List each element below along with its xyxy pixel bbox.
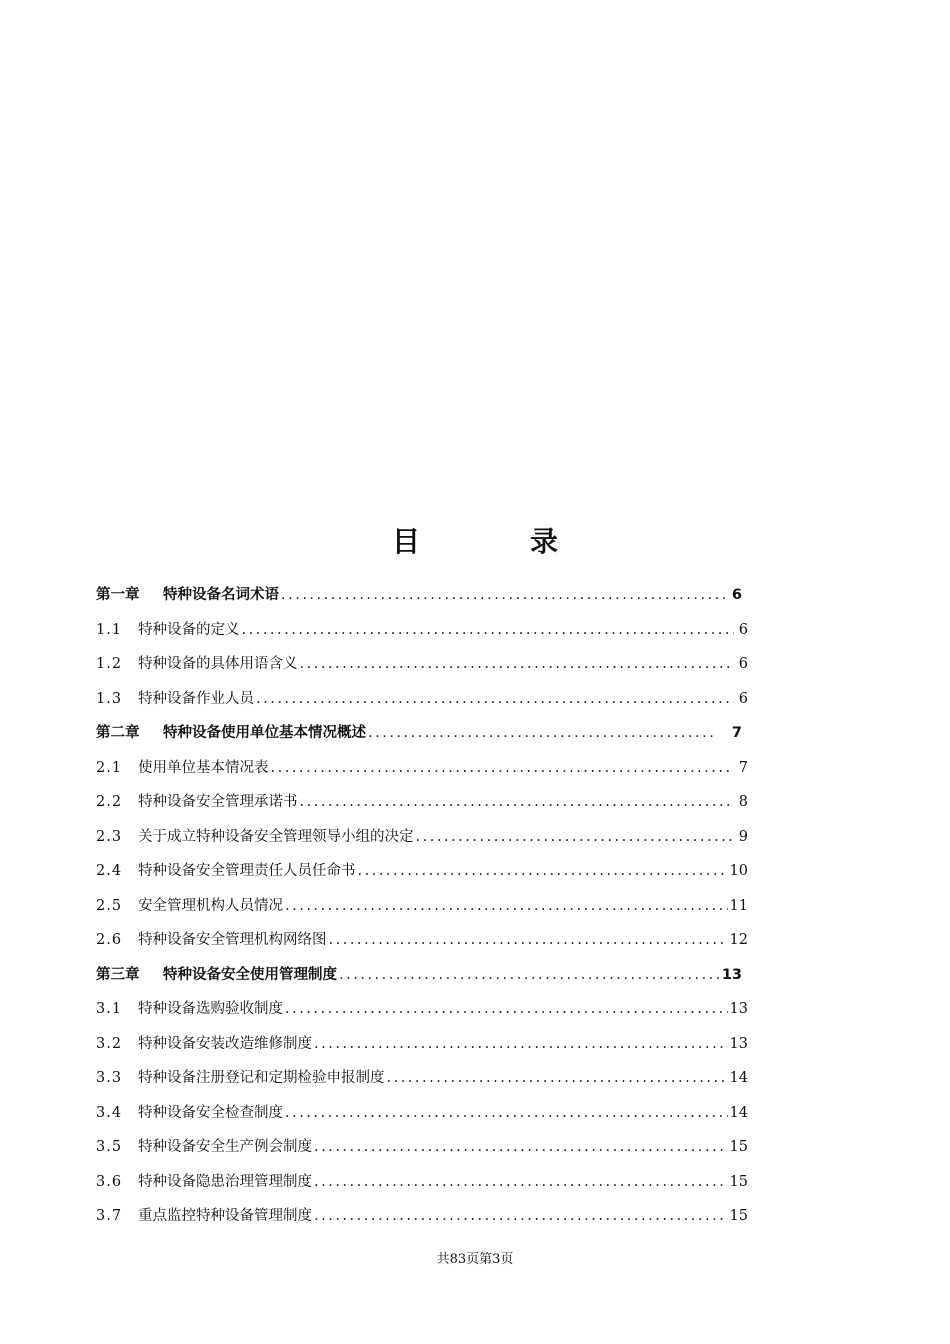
toc-entry-number: 3.4 — [96, 1104, 123, 1121]
toc-dot-leader — [368, 716, 714, 751]
toc-entry-page-number: 9 — [738, 828, 748, 845]
toc-dot-leader — [285, 1096, 728, 1131]
toc-entry-number: 1.1 — [96, 621, 123, 638]
toc-dot-leader — [314, 1165, 728, 1200]
toc-entry-page-number: 13 — [729, 1001, 748, 1017]
toc-section-entry[interactable] — [96, 1165, 748, 1200]
toc-entry-page-number: 13 — [729, 1035, 748, 1052]
toc-dot-leader — [358, 854, 728, 889]
toc-entry-page-number: 10 — [729, 863, 748, 879]
toc-dot-leader — [281, 578, 728, 613]
toc-entry-label: 特种设备注册登记和定期检验申报制度 — [138, 1070, 385, 1086]
toc-entry-label: 特种设备的具体用语含义 — [138, 656, 298, 672]
toc-title — [0, 520, 950, 560]
toc-entry-number: 2.6 — [96, 932, 123, 948]
toc-section-entry[interactable] — [96, 1061, 748, 1096]
toc-section-entry[interactable] — [96, 751, 748, 786]
toc-section-entry[interactable] — [96, 992, 748, 1027]
toc-entry-page-number: 14 — [729, 1104, 748, 1121]
toc-entry-number: 2.5 — [96, 897, 123, 914]
table-of-contents — [96, 578, 748, 1234]
toc-dot-leader — [329, 923, 728, 958]
toc-entry-number: 3.1 — [96, 1001, 123, 1017]
toc-entry-label: 特种设备隐患治理管理制度 — [138, 1173, 312, 1190]
toc-entry-number: 1.2 — [96, 656, 123, 672]
toc-section-entry[interactable] — [96, 889, 748, 924]
toc-entry-label: 特种设备安全生产例会制度 — [138, 1139, 312, 1155]
toc-section-entry[interactable] — [96, 613, 748, 648]
toc-dot-leader — [314, 1199, 728, 1234]
toc-entry-label: 特种设备安全使用管理制度 — [163, 966, 337, 983]
toc-entry-label: 特种设备安全管理责任人员任命书 — [138, 863, 356, 879]
toc-dot-leader — [387, 1061, 728, 1096]
toc-entry-label: 特种设备名词术语 — [163, 587, 279, 603]
toc-section-entry[interactable] — [96, 1130, 748, 1165]
toc-dot-leader — [271, 751, 735, 786]
toc-entry-number: 2.3 — [96, 828, 123, 845]
toc-entry-number: 3.5 — [96, 1139, 123, 1155]
toc-section-entry[interactable] — [96, 854, 748, 889]
toc-chapter-entry[interactable] — [96, 958, 748, 993]
toc-entry-label: 关于成立特种设备安全管理领导小组的决定 — [138, 828, 414, 845]
toc-section-entry[interactable] — [96, 647, 748, 682]
toc-entry-label: 特种设备安全管理机构网络图 — [138, 932, 327, 948]
toc-section-entry[interactable] — [96, 923, 748, 958]
toc-dot-leader — [314, 1130, 728, 1165]
toc-entry-number: 2.1 — [96, 759, 123, 776]
toc-entry-page-number: 15 — [729, 1139, 748, 1155]
toc-chapter-entry[interactable] — [96, 578, 748, 613]
toc-entry-label: 使用单位基本情况表 — [138, 759, 269, 776]
toc-entry-page-number: 7 — [738, 759, 748, 776]
toc-dot-leader — [242, 613, 735, 648]
toc-entry-number: 3.7 — [96, 1208, 123, 1224]
toc-entry-page-number: 11 — [729, 897, 748, 914]
toc-entry-page-number: 14 — [729, 1070, 748, 1086]
toc-entry-label: 安全管理机构人员情况 — [138, 897, 283, 914]
toc-entry-number: 3.3 — [96, 1070, 123, 1086]
toc-entry-label: 重点监控特种设备管理制度 — [138, 1208, 312, 1224]
toc-entry-page-number: 13 — [721, 966, 742, 983]
toc-dot-leader — [285, 992, 728, 1027]
toc-title-char-1: 目 — [391, 525, 420, 558]
toc-dot-leader — [256, 682, 734, 717]
toc-entry-page-number: 15 — [729, 1208, 748, 1224]
toc-section-entry[interactable] — [96, 1199, 748, 1234]
toc-dot-leader — [416, 820, 735, 855]
toc-dot-leader — [339, 958, 720, 993]
toc-entry-number: 第二章 — [96, 725, 140, 741]
toc-entry-page-number: 6 — [738, 621, 748, 638]
toc-entry-label: 特种设备选购验收制度 — [138, 1001, 283, 1017]
toc-entry-label: 特种设备安全管理承诺书 — [138, 794, 298, 810]
toc-entry-label: 特种设备的定义 — [138, 621, 240, 638]
toc-entry-number: 1.3 — [96, 690, 123, 707]
toc-entry-number: 3.6 — [96, 1173, 123, 1190]
toc-entry-number: 第三章 — [96, 966, 140, 983]
toc-entry-page-number: 7 — [731, 725, 742, 741]
toc-section-entry[interactable] — [96, 820, 748, 855]
toc-entry-number: 3.2 — [96, 1035, 123, 1052]
toc-entry-label: 特种设备安装改造维修制度 — [138, 1035, 312, 1052]
toc-entry-page-number: 6 — [731, 587, 742, 603]
toc-dot-leader — [300, 785, 735, 820]
toc-entry-page-number: 12 — [729, 932, 748, 948]
toc-entry-number: 2.4 — [96, 863, 123, 879]
toc-section-entry[interactable] — [96, 1027, 748, 1062]
toc-dot-leader — [285, 889, 728, 924]
toc-section-entry[interactable] — [96, 1096, 748, 1131]
toc-entry-label: 特种设备安全检查制度 — [138, 1104, 283, 1121]
toc-entry-label: 特种设备作业人员 — [138, 690, 254, 707]
toc-dot-leader — [314, 1027, 728, 1062]
toc-entry-page-number: 6 — [738, 690, 748, 707]
toc-entry-page-number: 8 — [738, 794, 748, 810]
toc-section-entry[interactable] — [96, 682, 748, 717]
toc-entry-page-number: 6 — [738, 656, 748, 672]
toc-entry-number: 第一章 — [96, 587, 140, 603]
toc-entry-number: 2.2 — [96, 794, 123, 810]
toc-entry-label: 特种设备使用单位基本情况概述 — [163, 725, 366, 741]
toc-dot-leader — [300, 647, 735, 682]
page-footer: 共83页第3页 — [436, 1252, 514, 1267]
toc-title-char-2: 录 — [530, 525, 559, 558]
toc-section-entry[interactable] — [96, 785, 748, 820]
toc-chapter-entry[interactable] — [96, 716, 748, 751]
toc-entry-page-number: 15 — [729, 1173, 748, 1190]
